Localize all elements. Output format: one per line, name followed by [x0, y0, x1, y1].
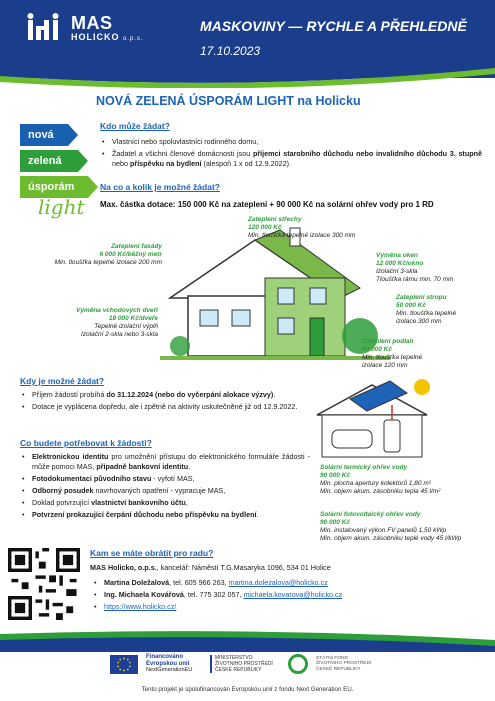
ann-windows: [376, 252, 453, 284]
eu-line-2: Evropskou unií: [146, 660, 190, 667]
ann-doors: [36, 307, 158, 339]
contact-person-1-email[interactable]: martina.dolezalova@holicko.cz: [228, 578, 328, 587]
org-sub: [71, 32, 144, 42]
need-item-1-bold2: případně bankovní identitu: [96, 462, 189, 471]
mas-holicko-logo: [26, 12, 144, 44]
ann-doors-amount: 18 000 Kč/dveře: [108, 315, 158, 322]
need-item-1-bold: Elektronickou identitu: [32, 452, 109, 461]
ann-roof-title: Zateplení střechy: [248, 216, 302, 223]
ann-ceiling-note1: Min. tloušťka tepelné: [396, 310, 457, 317]
ann-facade-title: Zateplení fasády: [111, 243, 162, 250]
header-title: MASKOVINY — RYCHLE A PŘEHLEDNĚ: [200, 18, 467, 34]
need-item-4: [20, 498, 310, 508]
contact-org: [90, 563, 331, 572]
ann-roof: [248, 216, 355, 240]
when-item-1-post: .: [273, 390, 276, 399]
contact-person-2-name: Ing. Michaela Kovářová: [104, 590, 184, 599]
footnote: Tento projekt je spolufinancován Evropskou unií z fondu Next Generation EU.: [141, 686, 354, 693]
ann-floor-note1: Min. tloušťka tepelné: [362, 354, 423, 361]
eu-text: [146, 654, 202, 674]
ann-ceiling-title: Zateplení stropu: [396, 294, 447, 301]
qr-code[interactable]: [8, 548, 80, 620]
need-list: [20, 452, 310, 522]
solar-illustration: [312, 375, 442, 460]
ann-facade: [40, 243, 162, 267]
contact-heading: Kam se máte obrátit pro radu?: [90, 548, 214, 558]
tag-usporam: úsporám: [20, 176, 88, 198]
who-item-2: [100, 149, 482, 169]
tag-light: light: [38, 195, 85, 219]
env-line-2: ŽIVOTNÍHO PROSTŘEDÍ: [316, 661, 372, 667]
need-item-2-bold: Fotodokumentaci původního stavu: [32, 474, 152, 483]
who-item-2-bold: příjemci starobního důchodu nebo invalidního důchodu 3. stupně: [252, 149, 482, 158]
eu-line-1: Financováno: [146, 654, 184, 661]
what-heading: Na co a kolik je možné žádat?: [100, 182, 220, 192]
ann-facade-note: Min. tloušťka tepelné izolace 200 mm: [54, 259, 162, 266]
need-item-5-bold: Potvrzení prokazující čerpání důchodu nebo příspěvku na bydlení: [32, 510, 257, 519]
need-item-2-text: - vyfotí MAS,: [151, 474, 195, 483]
house-illustration: [160, 218, 390, 368]
contact-person-2-phone: , tel. 775 302 057,: [183, 590, 244, 599]
gov-line-1: MINISTERSTVO: [215, 655, 253, 661]
org-sub-suffix: o.p.s.: [123, 36, 144, 42]
contact-person-2: [92, 590, 472, 600]
need-item-4-end: ,: [185, 498, 188, 507]
ministry-logo: [210, 655, 280, 673]
who-heading: Kdo může žádat?: [100, 121, 170, 131]
who-item-2-post: (alespoň 1 x od 12.9.2022).: [201, 159, 292, 168]
who-list: [100, 137, 482, 171]
ann-pv-note2: Min. objem akum. zásobníku teplé vody 45 l/kWp: [320, 535, 462, 542]
org-main: MAS: [71, 13, 113, 33]
ann-windows-amount: 12 000 Kč/okno: [376, 260, 424, 267]
tag-nova: nová: [20, 124, 68, 146]
eu-flag-icon: [110, 655, 138, 674]
ann-floor-note2: izolace 120 mm: [362, 362, 408, 369]
when-item-1-bold: do 31.12.2024 (nebo do vyčerpání alokace výzvy): [106, 390, 274, 399]
ann-facade-amount: 6 000 Kč/běžný metr: [99, 251, 162, 258]
contact-person-1-name: Martina Doležalová: [104, 578, 170, 587]
need-item-5: [20, 510, 310, 520]
need-item-2: [20, 474, 310, 484]
need-item-1-end: ,: [188, 462, 191, 471]
who-item-1: • Vlastníci nebo spoluvlastníci rodinného domu,: [100, 137, 482, 147]
sfzp-logo-icon: [288, 654, 308, 674]
contact-org-address: , kancelář: Náměstí T.G.Masaryka 1096, 534 01 Holice: [156, 563, 331, 572]
footer-wave: [0, 630, 495, 652]
need-item-3-text: navrhovaných opatření - vypracuje MAS,: [93, 486, 226, 495]
ann-windows-note2: Tloušťka rámu min. 70 mm: [376, 276, 454, 283]
when-heading: Kdy je možné žádat?: [20, 376, 105, 386]
need-heading: Co budete potřebovat k žádosti?: [20, 438, 152, 448]
ann-doors-note2: Izolační 2-skla nebo 3-skla: [81, 331, 158, 338]
who-item-2-bold2: příspěvku na bydlení: [130, 159, 202, 168]
gov-line-3: ČESKÉ REPUBLIKY: [215, 667, 262, 673]
ann-thermal-title: Solární termický ohřev vody: [320, 464, 408, 471]
need-item-3: [20, 486, 310, 496]
ann-pv-amount: 90 000 Kč: [320, 519, 350, 526]
ann-doors-note1: Tepelně izolační výplň: [94, 323, 158, 330]
ann-pv: [320, 511, 461, 543]
who-item-2-mid: nebo: [112, 159, 130, 168]
ann-ceiling-note2: izolace 300 mm: [396, 318, 442, 325]
env-line-1: STÁTNÍ FOND: [316, 655, 348, 661]
contact-org-name: MAS Holicko, o.p.s.: [90, 563, 157, 572]
tag-zelena: zelená: [20, 150, 78, 172]
ann-thermal-amount: 90 000 Kč: [320, 472, 350, 479]
need-item-3-bold: Odborný posudek: [32, 486, 94, 495]
ann-pv-note1: Min. instalovaný výkon FV panelů 1,50 kWp: [320, 527, 447, 534]
ann-thermal: [320, 464, 440, 496]
contact-web: [92, 602, 472, 612]
ann-pv-title: Solární fotovoltaický ohřev vody: [320, 511, 421, 518]
org-sub-name: HOLICKO: [71, 32, 120, 42]
ann-floor-title: Zateplení podlah: [362, 338, 414, 345]
contact-list: [92, 578, 472, 614]
sfzp-text: [316, 656, 376, 673]
ann-roof-amount: 120 000 Kč: [248, 224, 282, 231]
need-item-4-bold: vlastnictví bankovního účtu: [91, 498, 186, 507]
ann-doors-title: Výměna vchodových dveří: [75, 307, 158, 314]
when-item-2: • Dotace je vyplácena dopředu, ale i zpětně na aktivity uskutečněné již od 12.9.2022.: [20, 402, 310, 412]
max-amount-line: Max. částka dotace: 150 000 Kč na zateplení + 90 000 Kč na solární ohřev vody pro 1 RD: [100, 200, 434, 209]
need-item-1: [20, 452, 310, 472]
contact-web-link[interactable]: https://www.holicko.cz/: [104, 602, 177, 611]
main-title: NOVÁ ZELENÁ ÚSPORÁM LIGHT na Holicku: [96, 94, 361, 108]
need-item-5-end: .: [256, 510, 259, 519]
contact-person-1: [92, 578, 472, 588]
ann-windows-note1: Izolační 3-skla: [376, 268, 418, 275]
ann-ceiling: [396, 294, 456, 326]
ann-thermal-note1: Min. plocha apertury kolektorů 1,80 m²: [320, 480, 431, 487]
need-item-1-text: pro umožnění přístupu do elektronického formuláře žádosti - může pomoci MAS,: [32, 452, 310, 471]
ann-ceiling-amount: 50 000 Kč: [396, 302, 426, 309]
mas-logo-icon: [26, 12, 66, 44]
ann-floor: [362, 338, 422, 370]
ann-windows-title: Výměna oken: [376, 252, 418, 259]
env-line-3: ČESKÉ REPUBLIKY: [316, 666, 361, 672]
when-item-1-pre: Příjem žádostí probíhá: [32, 390, 107, 399]
gov-line-2: ŽIVOTNÍHO PROSTŘEDÍ: [215, 661, 273, 667]
contact-person-1-phone: , tel. 605 966 263,: [169, 578, 229, 587]
contact-person-2-email[interactable]: michaela.kovarova@holicko.cz: [243, 590, 343, 599]
ann-roof-note: Min. tloušťka tepelné izolace 300 mm: [248, 232, 356, 239]
ann-thermal-note2: Min. objem akum. zásobníku tepla 45 l/m²: [320, 488, 441, 495]
header-date: 17.10.2023: [200, 44, 261, 58]
need-item-4-text: Doklad potvrzující: [32, 498, 92, 507]
when-list: [20, 390, 310, 414]
who-item-2-pre: Žadatel a všichni členové domácnosti jsou: [112, 149, 253, 158]
partner-logos: [110, 650, 420, 678]
eu-line-3: NextGenerationEU: [146, 667, 193, 674]
ann-floor-amount: 60 000 Kč: [362, 346, 392, 353]
when-item-1: [20, 390, 310, 400]
